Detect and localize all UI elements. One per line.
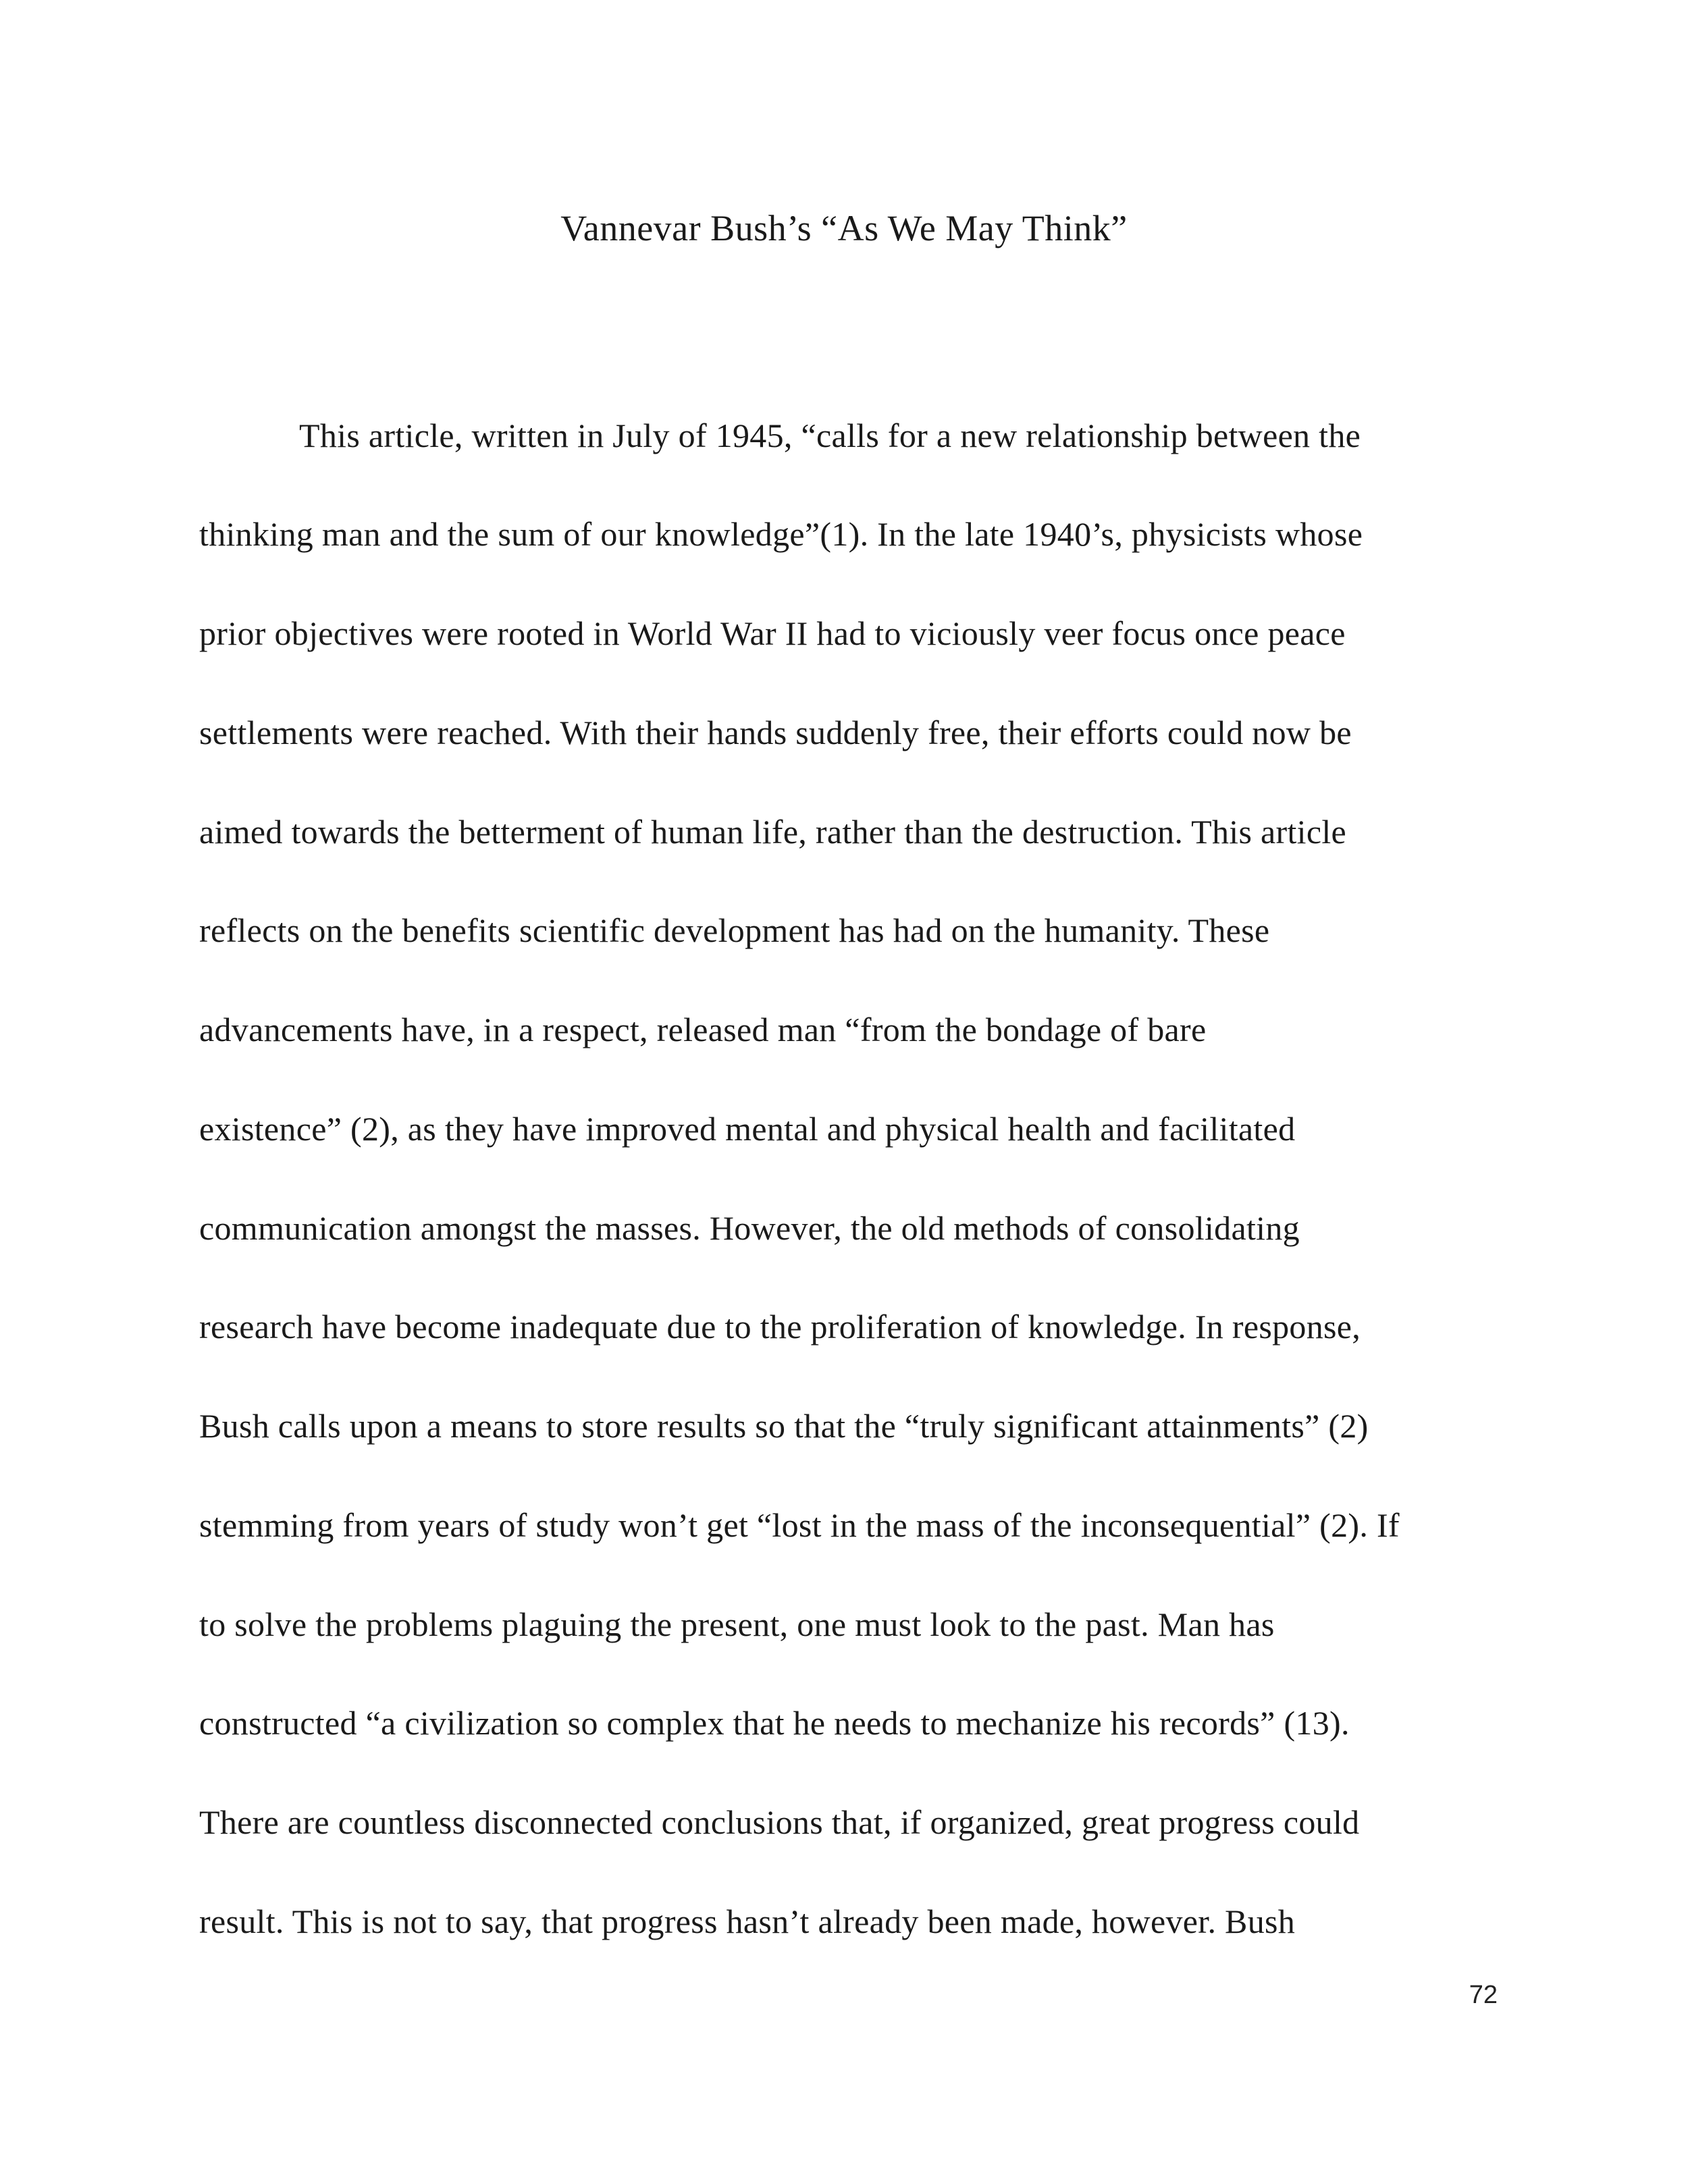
text-line: settlements were reached. With their hands suddenly free, their efforts could now be xyxy=(199,714,1352,751)
text-line: result. This is not to say, that progress hasn’t already been made, however. Bush xyxy=(199,1902,1296,1940)
text-line: to solve the problems plaguing the present, one must look to the past. Man has xyxy=(199,1605,1275,1643)
text-line: stemming from years of study won’t get “lost in the mass of the inconsequential” (2). If xyxy=(199,1506,1400,1544)
text-line: aimed towards the betterment of human life, rather than the destruction. This article xyxy=(199,813,1347,851)
text-line: prior objectives were rooted in World War II had to viciously veer focus once peace xyxy=(199,614,1346,652)
page-number: 72 xyxy=(1469,1981,1498,2009)
text-line: constructed “a civilization so complex that he needs to mechanize his records” (13). xyxy=(199,1704,1350,1742)
text-line: communication amongst the masses. However, the old methods of consolidating xyxy=(199,1209,1300,1247)
text-line: This article, written in July of 1945, “calls for a new relationship between the xyxy=(299,417,1361,454)
text-line: advancements have, in a respect, released man “from the bondage of bare xyxy=(199,1011,1207,1048)
text-line: reflects on the benefits scientific development has had on the humanity. These xyxy=(199,911,1270,949)
text-line: Bush calls upon a means to store results so that the “truly significant attainments” (2) xyxy=(199,1407,1369,1445)
text-line: There are countless disconnected conclusions that, if organized, great progress could xyxy=(199,1803,1360,1841)
text-line: research have become inadequate due to the proliferation of knowledge. In response, xyxy=(199,1308,1361,1346)
text-line: thinking man and the sum of our knowledge”(1). In the late 1940’s, physicists whose xyxy=(199,515,1363,553)
document-title: Vannevar Bush’s “As We May Think” xyxy=(560,208,1128,248)
text-line: existence” (2), as they have improved mental and physical health and facilitated xyxy=(199,1110,1296,1148)
